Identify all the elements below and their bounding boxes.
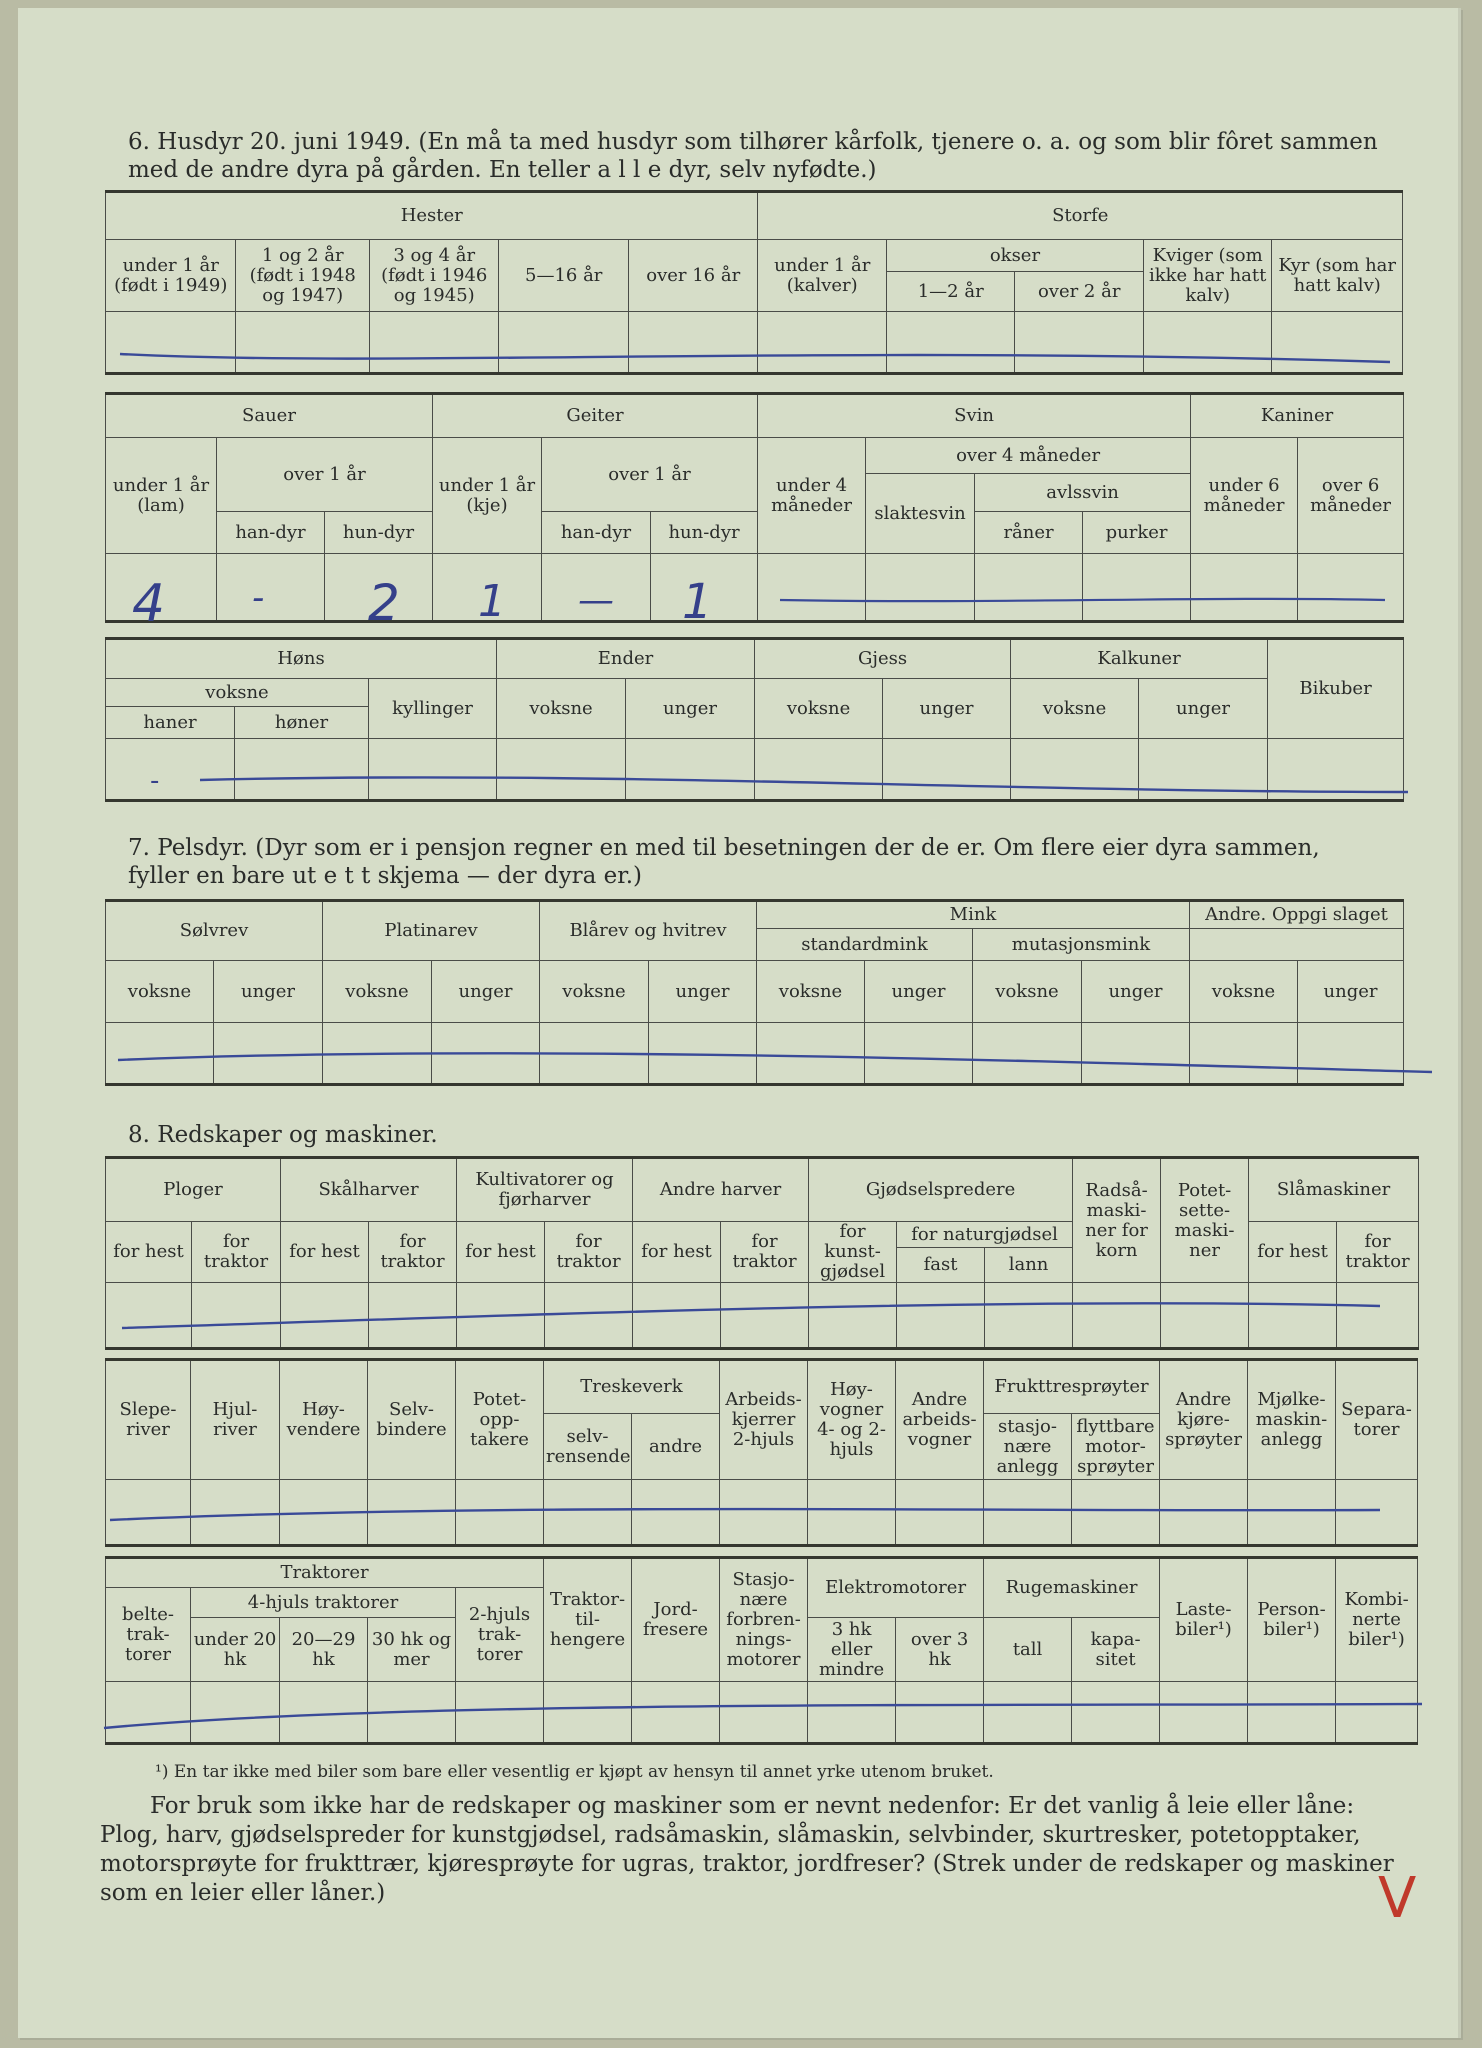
ploger-header: Ploger xyxy=(106,1158,281,1222)
entry-cell[interactable] xyxy=(721,1283,809,1349)
section6-title-2: med de andre dyra på gården. En teller a l l e dyr, selv nyfødte.) xyxy=(128,157,877,183)
kalkuner-unger: unger xyxy=(1139,679,1268,739)
entry-cell[interactable] xyxy=(280,1682,368,1744)
livestock-table-horses-cattle xyxy=(105,190,1403,375)
entry-cell[interactable] xyxy=(896,1480,984,1546)
ploger-hest: for hest xyxy=(106,1222,192,1283)
entry-cell[interactable] xyxy=(865,1023,973,1085)
radsamaskiner: Radså-maski-ner for korn xyxy=(1073,1158,1161,1283)
tohjuls-traktorer: 2-hjuls trak-torer xyxy=(456,1588,544,1682)
svin-under-4: under 4 måneder xyxy=(758,438,866,554)
entry-cell[interactable] xyxy=(432,1023,540,1085)
entry-cell[interactable] xyxy=(866,554,975,622)
skalharver-traktor: for traktor xyxy=(369,1222,457,1283)
entry-cell[interactable] xyxy=(809,1283,897,1349)
entry-cell[interactable] xyxy=(106,739,235,801)
entry-cell[interactable] xyxy=(626,739,755,801)
entry-cell[interactable] xyxy=(323,1023,432,1085)
gjess-header: Gjess xyxy=(755,639,1011,679)
sleperiver: Slepe-river xyxy=(106,1360,191,1480)
entry-cell[interactable] xyxy=(1336,1682,1418,1744)
entry-cell[interactable] xyxy=(984,1682,1072,1744)
entry-cell[interactable] xyxy=(1249,1283,1337,1349)
entry-cell[interactable] xyxy=(1083,554,1191,622)
entry-cell[interactable] xyxy=(214,1023,323,1085)
entry-cell[interactable] xyxy=(280,1480,368,1546)
sauer-hundyr: hun-dyr xyxy=(325,512,433,554)
section8-title: 8. Redskaper og maskiner. xyxy=(128,1122,438,1148)
forbrenningsmotorer: Stasjo-nære forbren-nings-motorer xyxy=(720,1558,808,1682)
entry-cell[interactable] xyxy=(984,1480,1072,1546)
storfe-kviger: Kviger (som ikke har hatt kalv) xyxy=(1143,240,1271,312)
entry-cell[interactable] xyxy=(649,1023,757,1085)
andre-kjoresproyter: Andre kjøre-sprøyter xyxy=(1160,1360,1248,1480)
entry-cell[interactable] xyxy=(883,739,1011,801)
slamaskiner-header: Slåmaskiner xyxy=(1249,1158,1419,1222)
entry-cell[interactable] xyxy=(985,1283,1073,1349)
geiter-kje: under 1 år (kje) xyxy=(433,438,542,554)
entry-cell[interactable] xyxy=(369,312,498,374)
entry-cell[interactable] xyxy=(1015,312,1143,374)
blarev-header: Blårev og hvitrev xyxy=(540,901,757,961)
hons-header: Høns xyxy=(106,639,497,679)
kaniner-over-6: over 6 måneder xyxy=(1298,438,1404,554)
entry-cell[interactable] xyxy=(1298,1023,1404,1085)
andre-header: Andre. Oppgi slaget xyxy=(1190,901,1404,929)
unger-label: unger xyxy=(1082,961,1190,1023)
andre-arbeidsvogner: Andre arbeids-vogner xyxy=(896,1360,984,1480)
unger-label: unger xyxy=(1298,961,1404,1023)
frukttresproyter-header: Frukttresprøyter xyxy=(984,1360,1160,1414)
entry-cell[interactable] xyxy=(1161,1283,1249,1349)
geiter-over-1: over 1 år xyxy=(542,438,758,512)
andre-harver-header: Andre harver xyxy=(633,1158,809,1222)
skalharver-hest: for hest xyxy=(281,1222,369,1283)
voksne-label: voksne xyxy=(973,961,1082,1023)
voksne-label: voksne xyxy=(323,961,432,1023)
bikuber-header: Bikuber xyxy=(1268,639,1404,739)
elektro-3hk: 3 hk eller mindre xyxy=(808,1618,896,1682)
entry-cell[interactable] xyxy=(1160,1682,1248,1744)
hester-col-1: 1 og 2 år (født i 1948 og 1947) xyxy=(236,240,370,312)
entry-cell[interactable] xyxy=(1191,554,1298,622)
gjodsel-fast: fast xyxy=(897,1248,985,1283)
entry-cell[interactable] xyxy=(106,1023,214,1085)
storfe-okser: okser xyxy=(886,240,1143,272)
okser-over-2: over 2 år xyxy=(1015,272,1143,312)
section6-title: 6. Husdyr 20. juni 1949. (En må ta med husdyr som tilhører kårfolk, tjenere o. a. og som blir fôret sammen xyxy=(128,129,1378,155)
kombinerte-biler: Kombi-nerte biler¹) xyxy=(1336,1558,1418,1682)
check-mark: V xyxy=(1378,1866,1417,1931)
geiter-handyr: han-dyr xyxy=(542,512,651,554)
ruge-kapasitet: kapa-sitet xyxy=(1072,1618,1160,1682)
gjodsel-kunst: for kunst-gjødsel xyxy=(809,1222,897,1283)
andre-harver-traktor: for traktor xyxy=(721,1222,809,1283)
entry-cell[interactable] xyxy=(369,1283,457,1349)
solvrev-header: Sølvrev xyxy=(106,901,323,961)
hester-header: Hester xyxy=(106,192,758,240)
entry-cell[interactable] xyxy=(632,1480,720,1546)
hons-kyllinger: kyllinger xyxy=(369,679,497,739)
entry-cell[interactable] xyxy=(1072,1682,1160,1744)
hjulriver: Hjul-river xyxy=(191,1360,280,1480)
hester-col-3: 5—16 år xyxy=(499,240,628,312)
entry-cell[interactable] xyxy=(106,1682,191,1744)
entry-cell[interactable] xyxy=(106,1283,192,1349)
hons-haner: haner xyxy=(106,707,235,739)
equipment-table-1 xyxy=(105,1156,1419,1350)
traktorer-header: Traktorer xyxy=(106,1558,544,1588)
sauer-header: Sauer xyxy=(106,394,433,438)
ruge-tall: tall xyxy=(984,1618,1072,1682)
beltetraktorer: belte-trak-torer xyxy=(106,1588,191,1682)
livestock-table-poultry xyxy=(105,637,1404,802)
jordfresere: Jord-fresere xyxy=(632,1558,720,1682)
entry-cell[interactable] xyxy=(757,1023,865,1085)
frukt-flyttbare: flyttbare motor-sprøyter xyxy=(1072,1414,1160,1480)
entry-cell[interactable] xyxy=(1190,1023,1298,1085)
unger-label: unger xyxy=(214,961,323,1023)
svin-avlssvin: avlssvin xyxy=(975,474,1191,512)
andre-harver-hest: for hest xyxy=(633,1222,721,1283)
gjodselspredere-header: Gjødselspredere xyxy=(809,1158,1073,1222)
hester-col-0: under 1 år (født i 1949) xyxy=(106,240,236,312)
handwritten-sauer-hundyr: 2 xyxy=(368,574,400,632)
unger-label: unger xyxy=(432,961,540,1023)
hons-voksne: voksne xyxy=(106,679,369,707)
entry-cell[interactable] xyxy=(628,312,758,374)
unger-label: unger xyxy=(649,961,757,1023)
entry-cell[interactable] xyxy=(755,739,883,801)
andre-sub xyxy=(1190,929,1404,961)
entry-cell[interactable] xyxy=(457,1283,545,1349)
svin-over-4: over 4 måneder xyxy=(866,438,1191,474)
entry-cell[interactable] xyxy=(217,554,325,622)
kultivatorer-header: Kultivatorer og fjørharver xyxy=(457,1158,633,1222)
hoyvogner: Høy-vogner 4- og 2-hjuls xyxy=(808,1360,896,1480)
ploger-traktor: for traktor xyxy=(192,1222,281,1283)
entry-cell[interactable] xyxy=(545,1283,633,1349)
entry-cell[interactable] xyxy=(369,739,497,801)
hoyvendere: Høy-vendere xyxy=(280,1360,368,1480)
hons-honer: høner xyxy=(235,707,369,739)
kalkuner-header: Kalkuner xyxy=(1011,639,1268,679)
entry-cell[interactable] xyxy=(886,312,1014,374)
entry-cell[interactable] xyxy=(896,1682,984,1744)
unger-label: unger xyxy=(865,961,973,1023)
gjess-unger: unger xyxy=(883,679,1011,739)
section7-title: 7. Pelsdyr. (Dyr som er i pensjon regner en med til besetningen der de er. Om flere eier dyra sammen, xyxy=(128,835,1320,861)
gjess-voksne: voksne xyxy=(755,679,883,739)
kaniner-header: Kaniner xyxy=(1191,394,1404,438)
mutasjonsmink-header: mutasjonsmink xyxy=(973,929,1190,961)
treskeverk-header: Treskeverk xyxy=(544,1360,720,1414)
separatorer: Separa-torer xyxy=(1336,1360,1418,1480)
instructions-paragraph: For bruk som ikke har de redskaper og maskiner som er nevnt nedenfor: Er det vanlig å leie eller låne: Plog, harv, gjødselspreder for kunstgjødsel, radsåmaskin, slåmaskin, selvbinder, skurtresker, potetopptaker, motorsprøyte for frukttrær, kjøresprøyte for ugras, traktor, jordfreser? (Strek under de redskaper og maskiner som en leier eller låner.) xyxy=(100,1793,1394,1906)
skalharver-header: Skålharver xyxy=(281,1158,457,1222)
entry-cell[interactable] xyxy=(1072,1480,1160,1546)
traktor-20-29: 20—29 hk xyxy=(280,1618,368,1682)
voksne-label: voksne xyxy=(540,961,649,1023)
entry-cell[interactable] xyxy=(720,1480,808,1546)
entry-cell[interactable] xyxy=(758,554,866,622)
entry-cell[interactable] xyxy=(1073,1283,1161,1349)
svin-raner: råner xyxy=(975,512,1083,554)
voksne-label: voksne xyxy=(106,961,214,1023)
voksne-label: voksne xyxy=(1190,961,1298,1023)
entry-cell[interactable] xyxy=(540,1023,649,1085)
entry-cell[interactable] xyxy=(808,1480,896,1546)
slamaskiner-traktor: for traktor xyxy=(1337,1222,1419,1283)
entry-cell[interactable] xyxy=(1248,1682,1336,1744)
entry-cell[interactable] xyxy=(632,1682,720,1744)
entry-cell[interactable] xyxy=(499,312,628,374)
ender-unger: unger xyxy=(626,679,755,739)
storfe-header: Storfe xyxy=(758,192,1403,240)
entry-cell[interactable] xyxy=(368,1682,456,1744)
handwritten-geiter-hundyr: 1 xyxy=(682,574,713,630)
mink-header: Mink xyxy=(757,901,1190,929)
sauer-lam: under 1 år (lam) xyxy=(106,438,217,554)
ender-header: Ender xyxy=(497,639,755,679)
entry-cell[interactable] xyxy=(975,554,1083,622)
handwritten-kje: 1 xyxy=(478,576,506,627)
kultivatorer-traktor: for traktor xyxy=(545,1222,633,1283)
potetopptakere: Potet-opp-takere xyxy=(456,1360,544,1480)
fur-animals-table xyxy=(105,899,1404,1086)
entry-cell[interactable] xyxy=(106,312,236,374)
platinarev-header: Platinarev xyxy=(323,901,540,961)
traktor-30: 30 hk og mer xyxy=(368,1618,456,1682)
entry-cell[interactable] xyxy=(1337,1283,1419,1349)
sauer-over-1: over 1 år xyxy=(217,438,433,512)
ender-voksne: voksne xyxy=(497,679,626,739)
potetsettemaskiner: Potet-sette-maski-ner xyxy=(1161,1158,1249,1283)
entry-cell[interactable] xyxy=(191,1682,280,1744)
entry-cell[interactable] xyxy=(235,739,369,801)
entry-cell[interactable] xyxy=(368,1480,456,1546)
handwritten-lam: 4 xyxy=(132,574,166,634)
equipment-table-3 xyxy=(105,1556,1418,1745)
geiter-hundyr: hun-dyr xyxy=(651,512,758,554)
gjodsel-natur: for naturgjødsel xyxy=(897,1222,1073,1248)
entry-cell[interactable] xyxy=(633,1283,721,1349)
entry-cell[interactable] xyxy=(544,1480,632,1546)
voksne-label: voksne xyxy=(757,961,865,1023)
entry-cell[interactable] xyxy=(720,1682,808,1744)
entry-cell[interactable] xyxy=(1139,739,1268,801)
treskeverk-andre: andre xyxy=(632,1414,720,1480)
entry-cell[interactable] xyxy=(544,1682,632,1744)
kalkuner-voksne: voksne xyxy=(1011,679,1139,739)
handwritten-geiter-handyr: — xyxy=(578,580,614,621)
equipment-table-2 xyxy=(105,1358,1418,1547)
frukt-stasjonaere: stasjo-nære anlegg xyxy=(984,1414,1072,1480)
lastebiler: Laste-biler¹) xyxy=(1160,1558,1248,1682)
treskeverk-selvrensende: selv-rensende xyxy=(544,1414,632,1480)
okser-1-2: 1—2 år xyxy=(886,272,1014,312)
arbeidskjerrer: Arbeids-kjerrer 2-hjuls xyxy=(720,1360,808,1480)
entry-cell[interactable] xyxy=(1160,1480,1248,1546)
storfe-kalver: under 1 år (kalver) xyxy=(758,240,886,312)
entry-cell[interactable] xyxy=(236,312,370,374)
entry-cell[interactable] xyxy=(758,312,886,374)
entry-cell[interactable] xyxy=(106,1480,191,1546)
entry-cell[interactable] xyxy=(1248,1480,1336,1546)
geiter-header: Geiter xyxy=(433,394,758,438)
traktortilhengere: Traktor-til-hengere xyxy=(544,1558,632,1682)
rugemaskiner-header: Rugemaskiner xyxy=(984,1558,1160,1618)
entry-cell[interactable] xyxy=(281,1283,369,1349)
svin-purker: purker xyxy=(1083,512,1191,554)
entry-cell[interactable] xyxy=(191,1480,280,1546)
entry-cell[interactable] xyxy=(973,1023,1082,1085)
slamaskiner-hest: for hest xyxy=(1249,1222,1337,1283)
svin-slaktesvin: slaktesvin xyxy=(866,474,975,554)
hester-col-2: 3 og 4 år (født i 1946 og 1945) xyxy=(369,240,498,312)
entry-cell[interactable] xyxy=(1336,1480,1418,1546)
sauer-handyr: han-dyr xyxy=(217,512,325,554)
entry-cell[interactable] xyxy=(1272,312,1403,374)
gjodsel-lann: lann xyxy=(985,1248,1073,1283)
entry-cell[interactable] xyxy=(456,1682,544,1744)
elektromotorer-header: Elektromotorer xyxy=(808,1558,984,1618)
entry-cell[interactable] xyxy=(1298,554,1404,622)
selvbindere: Selv-bindere xyxy=(368,1360,456,1480)
mjolkemaskinanlegg: Mjølke-maskin-anlegg xyxy=(1248,1360,1336,1480)
elektro-over-3: over 3 hk xyxy=(896,1618,984,1682)
entry-cell[interactable] xyxy=(1143,312,1271,374)
entry-cell[interactable] xyxy=(897,1283,985,1349)
entry-cell[interactable] xyxy=(497,739,626,801)
kultivatorer-hest: for hest xyxy=(457,1222,545,1283)
entry-cell[interactable] xyxy=(1082,1023,1190,1085)
hester-col-4: over 16 år xyxy=(628,240,758,312)
entry-cell[interactable] xyxy=(1011,739,1139,801)
section7-title-2: fyller en bare ut e t t skjema — der dyra er.) xyxy=(128,863,642,889)
kaniner-under-6: under 6 måneder xyxy=(1191,438,1298,554)
entry-cell[interactable] xyxy=(456,1480,544,1546)
svin-header: Svin xyxy=(758,394,1191,438)
livestock-table-sheep-goats-pigs xyxy=(105,392,1404,623)
footnote: ¹) En tar ikke med biler som bare eller vesentlig er kjøpt av hensyn til annet yrke utenom bruket. xyxy=(155,1762,994,1782)
firehjuls-header: 4-hjuls traktorer xyxy=(191,1588,456,1618)
personbiler: Person-biler¹) xyxy=(1248,1558,1336,1682)
traktor-under-20: under 20 hk xyxy=(191,1618,280,1682)
entry-cell[interactable] xyxy=(192,1283,281,1349)
standardmink-header: standardmink xyxy=(757,929,973,961)
entry-cell[interactable] xyxy=(1268,739,1404,801)
handwritten-sauer-handyr: - xyxy=(252,578,265,618)
handwritten-haner: - xyxy=(150,766,160,796)
storfe-kyr: Kyr (som har hatt kalv) xyxy=(1272,240,1403,312)
entry-cell[interactable] xyxy=(808,1682,896,1744)
